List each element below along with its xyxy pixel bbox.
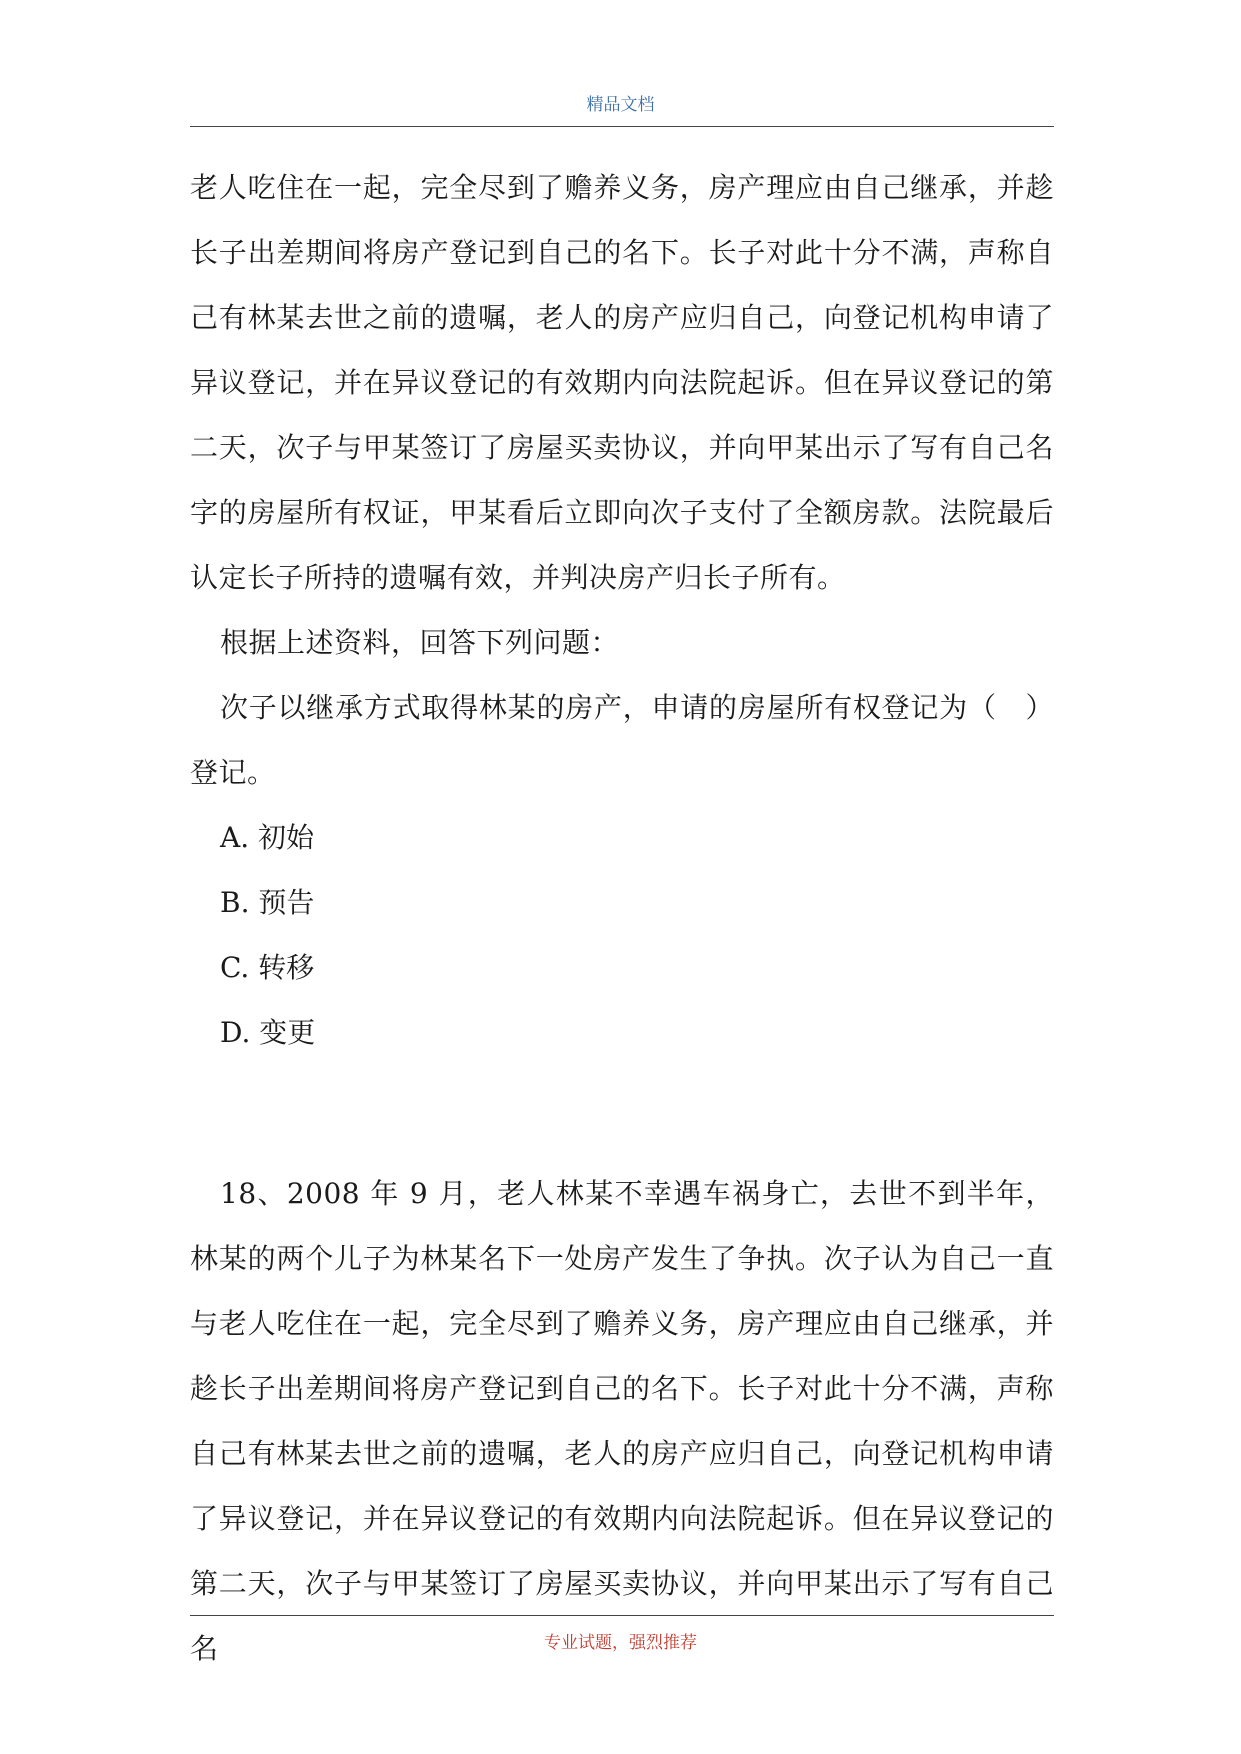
page-header-title: 精品文档 [586, 95, 655, 115]
question-text: 次子以继承方式取得林某的房产，申请的房屋所有权登记为（ ）登记。 [190, 691, 1054, 789]
question-18-paragraph: 18、2008 年 9 月，老人林某不幸遇车祸身亡，去世不到半年，林某的两个儿子为林某名下一处房产发生了争执。次子认为自己一直与老人吃住在一起，完全尽到了赡养义务，房产理应由自己继承，并趁长子出差期间将房产登记到自己的名下。长子对此十分不满，声称自己有林某去世之前的遗嘱，老人的房产应归自己，向登记机构申请了异议登记，并在异议登记的有效期内向法院起诉。但在异议登记的第二天，次子与甲某签订了房屋买卖协议，并向甲某出示了写有自己名 [190, 1177, 1054, 1665]
footer-divider [190, 1615, 1054, 1616]
document-body [190, 155, 1054, 1681]
header-divider [190, 126, 1054, 127]
option-b: B. 预告 [220, 886, 315, 919]
page-footer-text: 专业试题，强烈推荐 [544, 1633, 697, 1653]
case-paragraph-continued: 老人吃住在一起，完全尽到了赡养义务，房产理应由自己继承，并趁长子出差期间将房产登记到自己的名下。长子对此十分不满，声称自己有林某去世之前的遗嘱，老人的房产应归自己，向登记机构申请了异议登记，并在异议登记的有效期内向法院起诉。但在异议登记的第二天，次子与甲某签订了房屋买卖协议，并向甲某出示了写有自己名字的房屋所有权证，甲某看后立即向次子支付了全额房款。法院最后认定长子所持的遗嘱有效，并判决房产归长子所有。 [190, 171, 1054, 594]
option-a: A. 初始 [220, 821, 315, 854]
option-d: D. 变更 [220, 1016, 316, 1049]
section-gap [190, 1065, 1054, 1161]
option-c: C. 转移 [220, 951, 315, 984]
question-prompt: 根据上述资料，回答下列问题： [220, 626, 620, 659]
